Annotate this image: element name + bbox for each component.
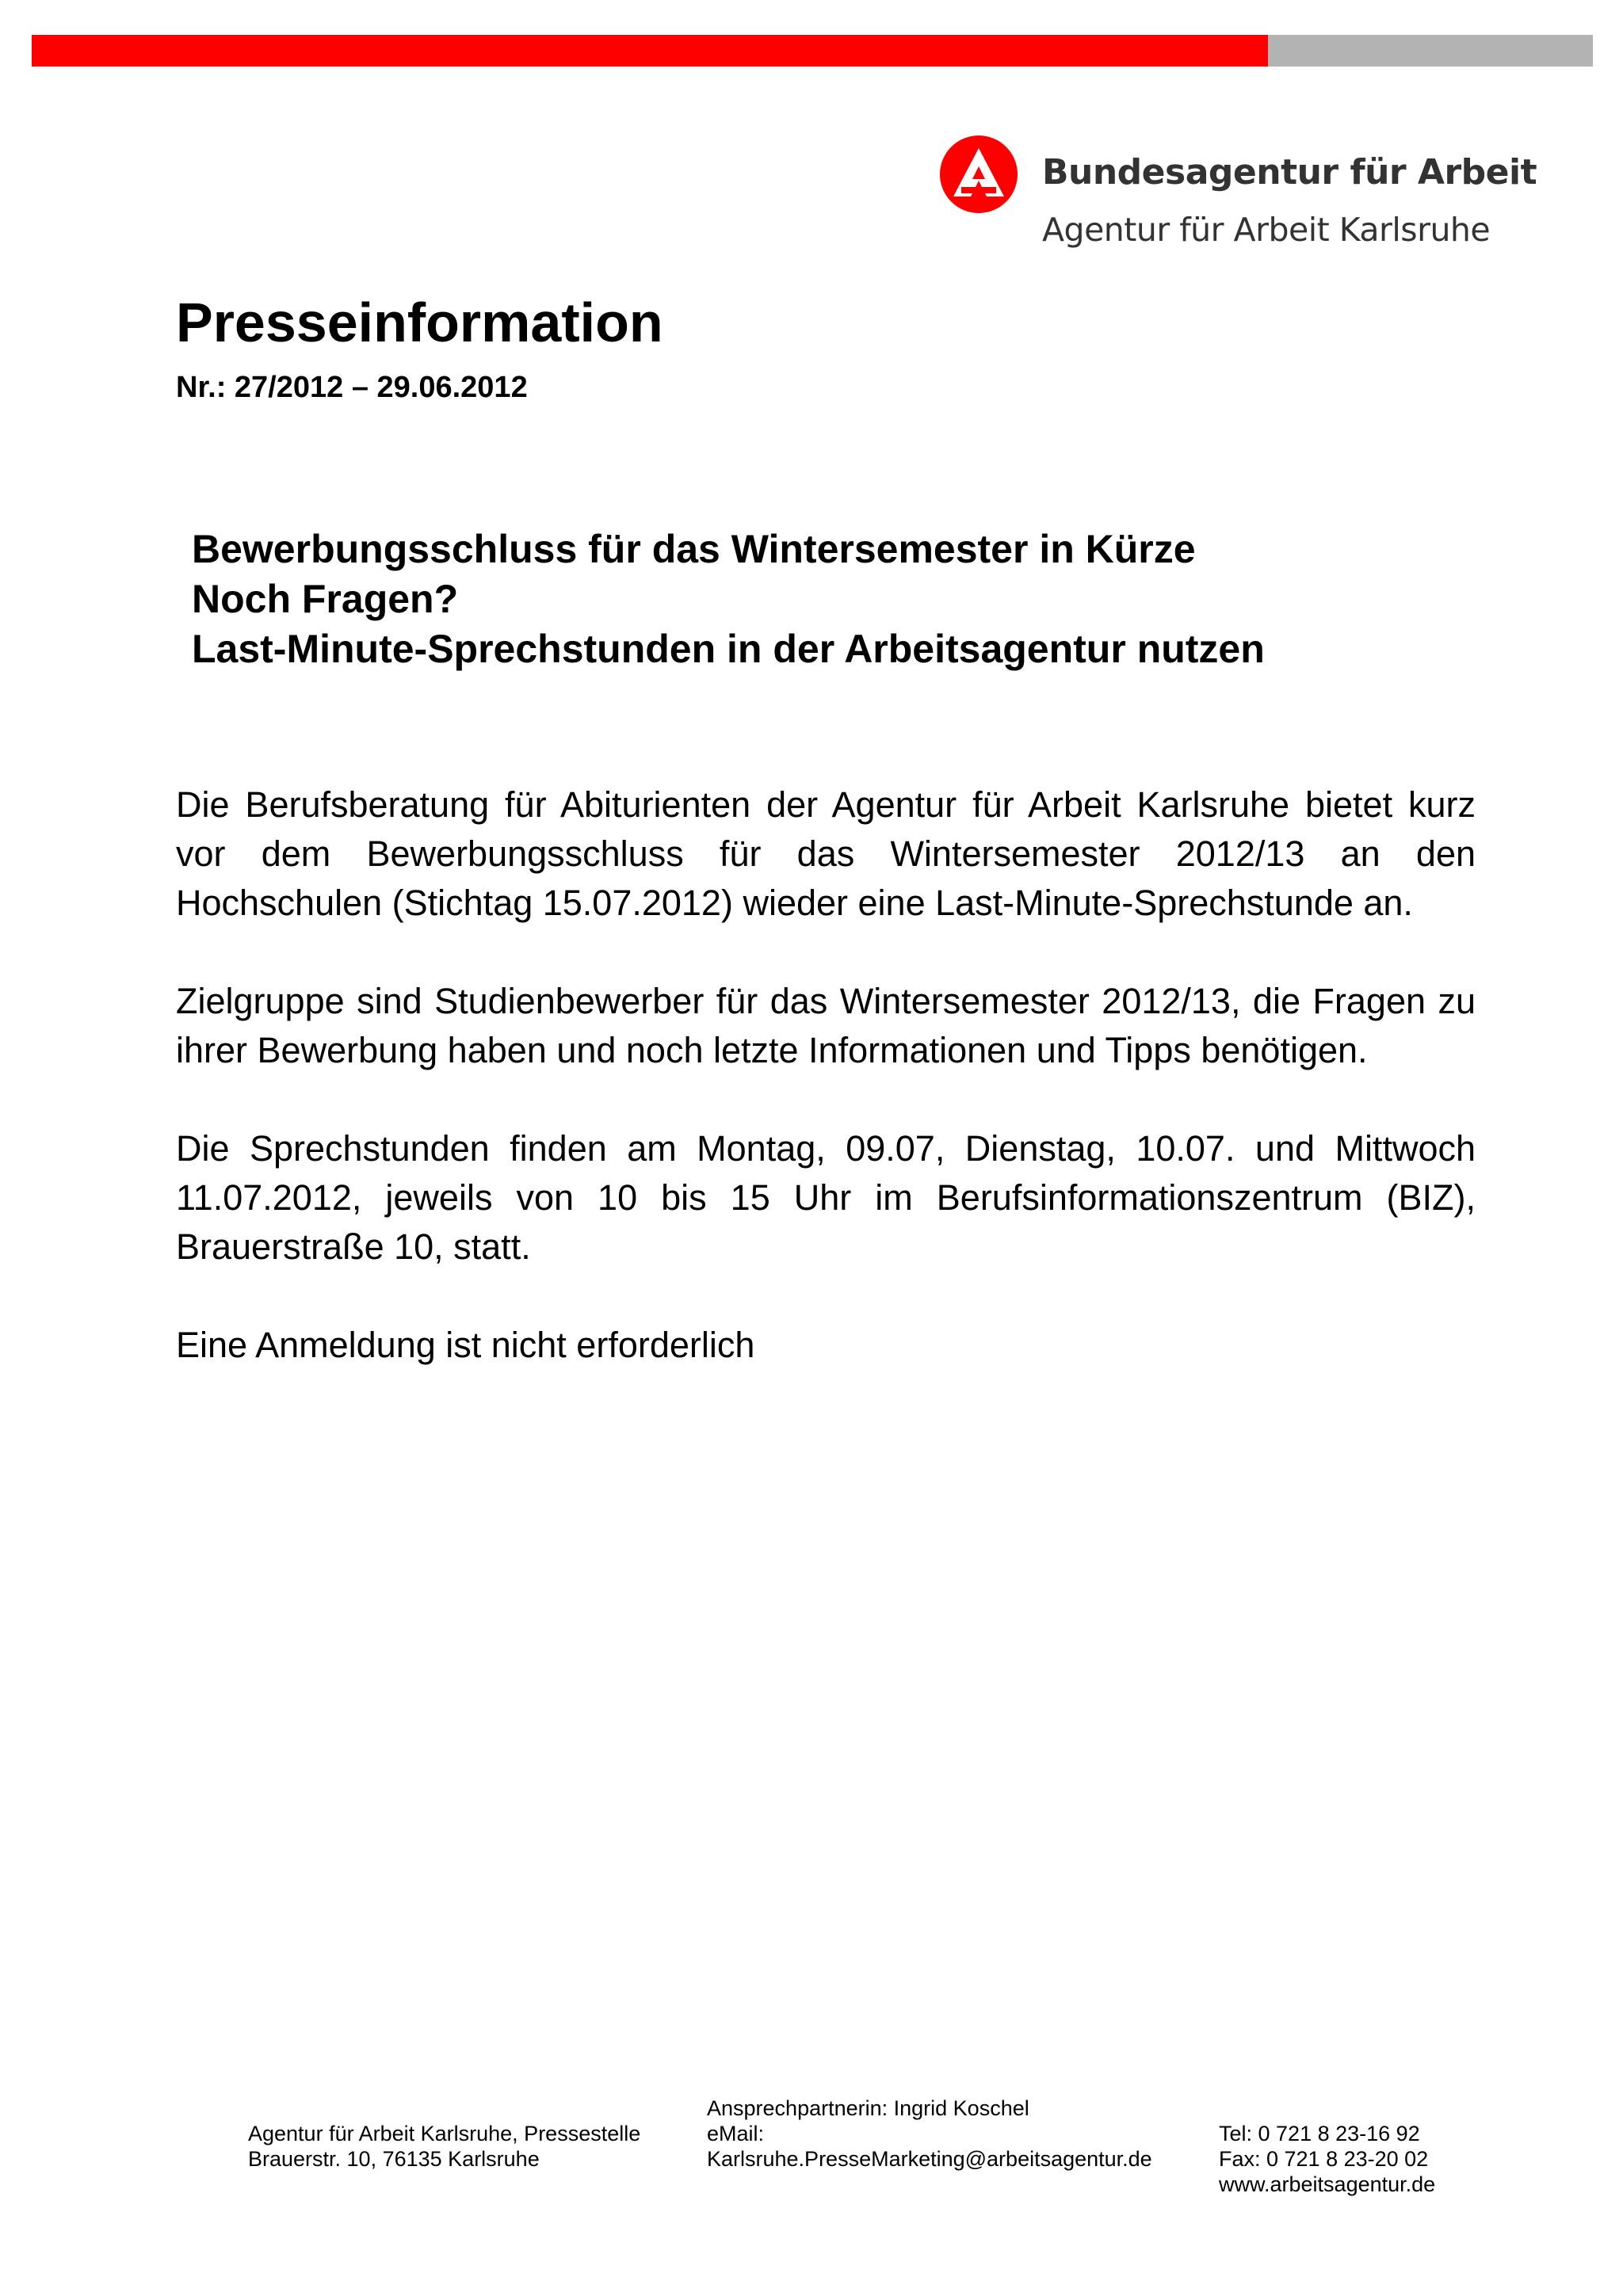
body-paragraph: Die Sprechstunden finden am Montag, 09.07, Dienstag, 10.07. und Mittwoch 11.07.2012, jeweils von 10 bis 15 Uhr im Berufsinformationszentrum (BIZ), Brauerstraße 10, statt. [176, 1128, 1476, 1267]
body-text [176, 780, 1476, 1419]
body-paragraph: Eine Anmeldung ist nicht erforderlich [176, 1325, 755, 1365]
headline-line: Last-Minute-Sprechstunden in der Arbeitsagentur nutzen [192, 627, 1265, 671]
header-bar-grey [1268, 35, 1593, 67]
footer-website-link[interactable]: www.arbeitsagentur.de [1219, 2172, 1436, 2196]
footer-line: Agentur für Arbeit Karlsruhe, Pressestelle [248, 2122, 641, 2145]
header-bar-red [32, 35, 1268, 67]
footer-line: Ansprechpartnerin: Ingrid Koschel [707, 2096, 1029, 2120]
footer-phone [1219, 2121, 1435, 2197]
headline-line: Noch Fragen? [192, 577, 459, 621]
document-number: Nr.: 27/2012 – 29.06.2012 [176, 371, 528, 404]
footer-line: Fax: 0 721 8 23-20 02 [1219, 2147, 1429, 2171]
agency-logo [939, 135, 1537, 261]
footer-email-link[interactable]: Karlsruhe.PresseMarketing@arbeitsagentur.de [707, 2147, 1152, 2171]
footer-line: eMail: [707, 2122, 765, 2145]
body-paragraph: Zielgruppe sind Studienbewerber für das Wintersemester 2012/13, die Fragen zu ihrer Bewerbung haben und noch letzte Informationen und Tipps benötigen. [176, 981, 1476, 1070]
logo-agency-name: Bundesagentur für Arbeit [1042, 152, 1537, 193]
body-paragraph: Die Berufsberatung für Abiturienten der Agentur für Arbeit Karlsruhe bietet kurz vor dem Bewerbungsschluss für das Wintersemester 2012/13 an den Hochschulen (Stichtag 15.07.2012) wieder eine Last-Minute-Sprechstunde an. [176, 784, 1476, 923]
page-title: Presseinformation [176, 292, 663, 353]
footer-line: Brauerstr. 10, 76135 Karlsruhe [248, 2147, 540, 2171]
headline-line: Bewerbungsschluss für das Wintersemester in Kürze [192, 527, 1196, 571]
headline [192, 524, 1265, 674]
logo-agency-branch: Agentur für Arbeit Karlsruhe [1042, 211, 1491, 249]
ba-logo-icon [939, 135, 1018, 214]
footer-contact [707, 2096, 1152, 2172]
footer-line: Tel: 0 721 8 23-16 92 [1219, 2122, 1420, 2145]
footer-address [248, 2121, 640, 2172]
